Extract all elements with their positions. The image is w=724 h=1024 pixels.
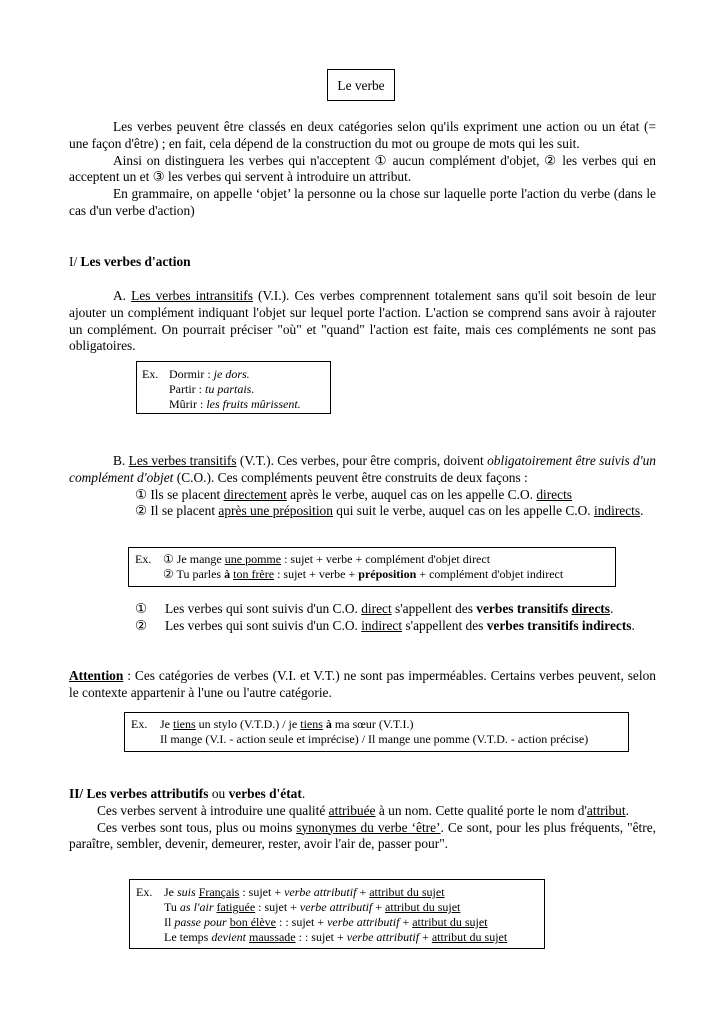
section-1-b xyxy=(69,453,656,520)
example-box-intransitifs xyxy=(136,361,331,414)
paragraph-transitifs: B. Les verbes transitifs (V.T.). Ces verbes, pour être compris, doivent obligatoirement être suivis d'un complément d'objet (C.O.). Ces compléments peuvent être construits de deux façons : xyxy=(69,453,656,485)
attention-paragraph: Attention : Ces catégories de verbes (V.I. et V.T.) ne sont pas imperméables. Certains verbes peuvent, selon le contexte appartenir à l'une ou l'autre catégorie. xyxy=(69,668,656,700)
term-intransitifs: Les verbes intransitifs xyxy=(131,288,253,303)
section-number: I/ xyxy=(69,254,81,269)
example-line: Il passe pour bon élève : : sujet + verbe attributif + attribut du sujet xyxy=(164,915,488,929)
example-label: Ex. xyxy=(131,717,148,731)
paragraph-intransitifs: A. Les verbes intransitifs (V.I.). Ces verbes comprennent totalement sans qu'il soit besoin de leur ajouter un complément indiquant l'objet sur lequel porte l'action. L'action se comprend sans avoir à rajouter un complément. On pourrait préciser "où" et "quand" l'action est faite, mais ces compléments ne sont pas obligatoires. xyxy=(69,288,656,354)
page-title: Le verbe xyxy=(327,69,395,101)
intro xyxy=(69,119,656,220)
example-line: Je tiens un stylo (V.T.D.) / je tiens à ma sœur (V.T.I.) xyxy=(160,717,414,731)
section-1-a xyxy=(69,288,656,355)
section-title: Les verbes d'action xyxy=(80,254,191,269)
summary-indirects: ② Les verbes qui sont suivis d'un C.O. indirect s'appellent des verbes transitifs indirects. xyxy=(135,617,635,633)
section-2-paragraph-1: Ces verbes servent à introduire une qualité attribuée à un nom. Cette qualité porte le nom d'attribut. xyxy=(97,802,629,818)
example-line: ② Tu parles à ton frère : sujet + verbe + préposition + complément d'objet indirect xyxy=(163,567,564,581)
example-line: Je suis Français : sujet + verbe attributif + attribut du sujet xyxy=(164,885,445,899)
intro-paragraph-1: Les verbes peuvent être classés en deux catégories selon qu'ils expriment une action ou un état (= une façon d'être) ; en fait, cela dépend de la construction du mot ou groupe de mots qui les suit. xyxy=(69,119,656,151)
example-line: Le temps devient maussade : : sujet + verbe attributif + attribut du sujet xyxy=(164,930,508,944)
example-line: Il mange (V.I. - action seule et imprécise) / Il mange une pomme (V.T.D. - action précise) xyxy=(160,732,589,746)
transitifs-point-2: ② Il se placent après une préposition qui suit le verbe, auquel cas on les appelle C.O. indirects. xyxy=(135,503,644,519)
attention-note xyxy=(69,668,656,702)
example-line: Tu as l'air fatiguée : sujet + verbe attributif + attribut du sujet xyxy=(164,900,461,914)
section-2-paragraph-2: Ces verbes sont tous, plus ou moins synonymes du verbe ‘être’. Ce sont, pour les plus fréquents, "être, paraître, sembler, devenir, demeurer, rester, avoir l'air de, passer pour". xyxy=(69,819,656,852)
intro-paragraph-3: En grammaire, on appelle ‘objet’ la personne ou la chose sur laquelle porte l'action du verbe (dans le cas d'un verbe d'action) xyxy=(69,186,656,218)
term-transitifs: Les verbes transitifs xyxy=(128,453,237,468)
example-line: Dormir : je dors. xyxy=(169,367,250,381)
example-label: Ex. xyxy=(142,367,159,381)
example-label: Ex. xyxy=(136,885,153,899)
transitifs-summary xyxy=(69,601,656,635)
example-line: ① Je mange une pomme : sujet + verbe + complément d'objet direct xyxy=(163,552,491,566)
section-2 xyxy=(69,786,656,853)
intro-paragraph-2: Ainsi on distinguera les verbes qui n'acceptent ① aucun complément d'objet, ② les verbes qui en acceptent un et ③ les verbes qui servent à introduire un attribut. xyxy=(69,152,656,185)
transitifs-point-1: ① Ils se placent directement après le verbe, auquel cas on les appelle C.O. directs xyxy=(135,486,573,502)
example-box-attention xyxy=(124,712,629,752)
section-1-heading xyxy=(69,254,656,271)
example-box-attributifs xyxy=(129,879,545,949)
summary-directs: ① Les verbes qui sont suivis d'un C.O. direct s'appellent des verbes transitifs directs. xyxy=(135,601,614,616)
section-2-heading: II/ Les verbes attributifs ou verbes d'état. xyxy=(69,786,306,801)
attention-label: Attention xyxy=(69,668,124,683)
example-line: Partir : tu partais. xyxy=(169,382,255,396)
example-box-transitifs xyxy=(128,547,616,587)
example-label: Ex. xyxy=(135,552,152,566)
example-line: Mûrir : les fruits mûrissent. xyxy=(169,397,301,411)
